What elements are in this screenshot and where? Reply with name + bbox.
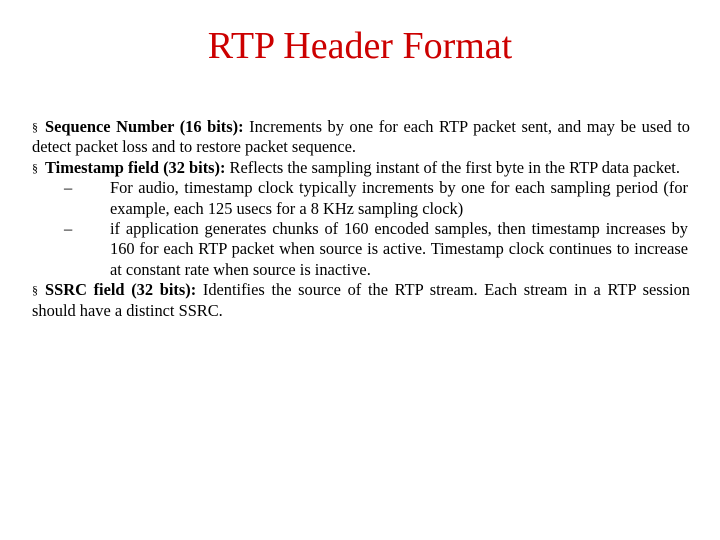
- bullet-lead: Sequence Number (16 bits):: [45, 117, 244, 136]
- bullet-marker-icon: §: [32, 120, 38, 134]
- sub-item-chunk-increment: [64, 219, 688, 280]
- sub-item-audio-clock: [64, 178, 688, 219]
- slide-title: RTP Header Format: [207, 25, 513, 67]
- bullet-text: Identifies the source of the RTP stream. Each stream in a RTP session should have a distinct SSRC.: [32, 280, 690, 320]
- dash-icon: –: [64, 219, 73, 239]
- bullet-marker-icon: §: [32, 283, 38, 298]
- bullet-text: Reflects the sampling instant of the first byte in the RTP data packet.: [225, 157, 680, 177]
- bullet-lead: Timestamp field (32 bits):: [45, 157, 226, 177]
- sub-item-text: For audio, timestamp clock typically increments by one for each sampling period (for example, each 125 usecs for a 8 KHz sampling clock): [110, 178, 688, 218]
- dash-icon: –: [64, 178, 73, 198]
- bullet-marker-icon: §: [32, 160, 38, 175]
- bullet-text: Increments by one for each RTP packet sent, and may be used to detect packet loss and to restore packet sequence.: [32, 117, 691, 157]
- bullet-timestamp: [32, 158, 690, 178]
- bullet-ssrc: [32, 280, 690, 321]
- sub-item-text: if application generates chunks of 160 encoded samples, then timestamp increases by 160 for each RTP packet when source is active. Timestamp clock continues to increase at constant rate when source is inactive.: [110, 219, 688, 279]
- bullet-lead: SSRC field (32 bits):: [45, 280, 197, 300]
- bullet-sequence-number: [32, 117, 690, 158]
- slide-body: [32, 117, 690, 321]
